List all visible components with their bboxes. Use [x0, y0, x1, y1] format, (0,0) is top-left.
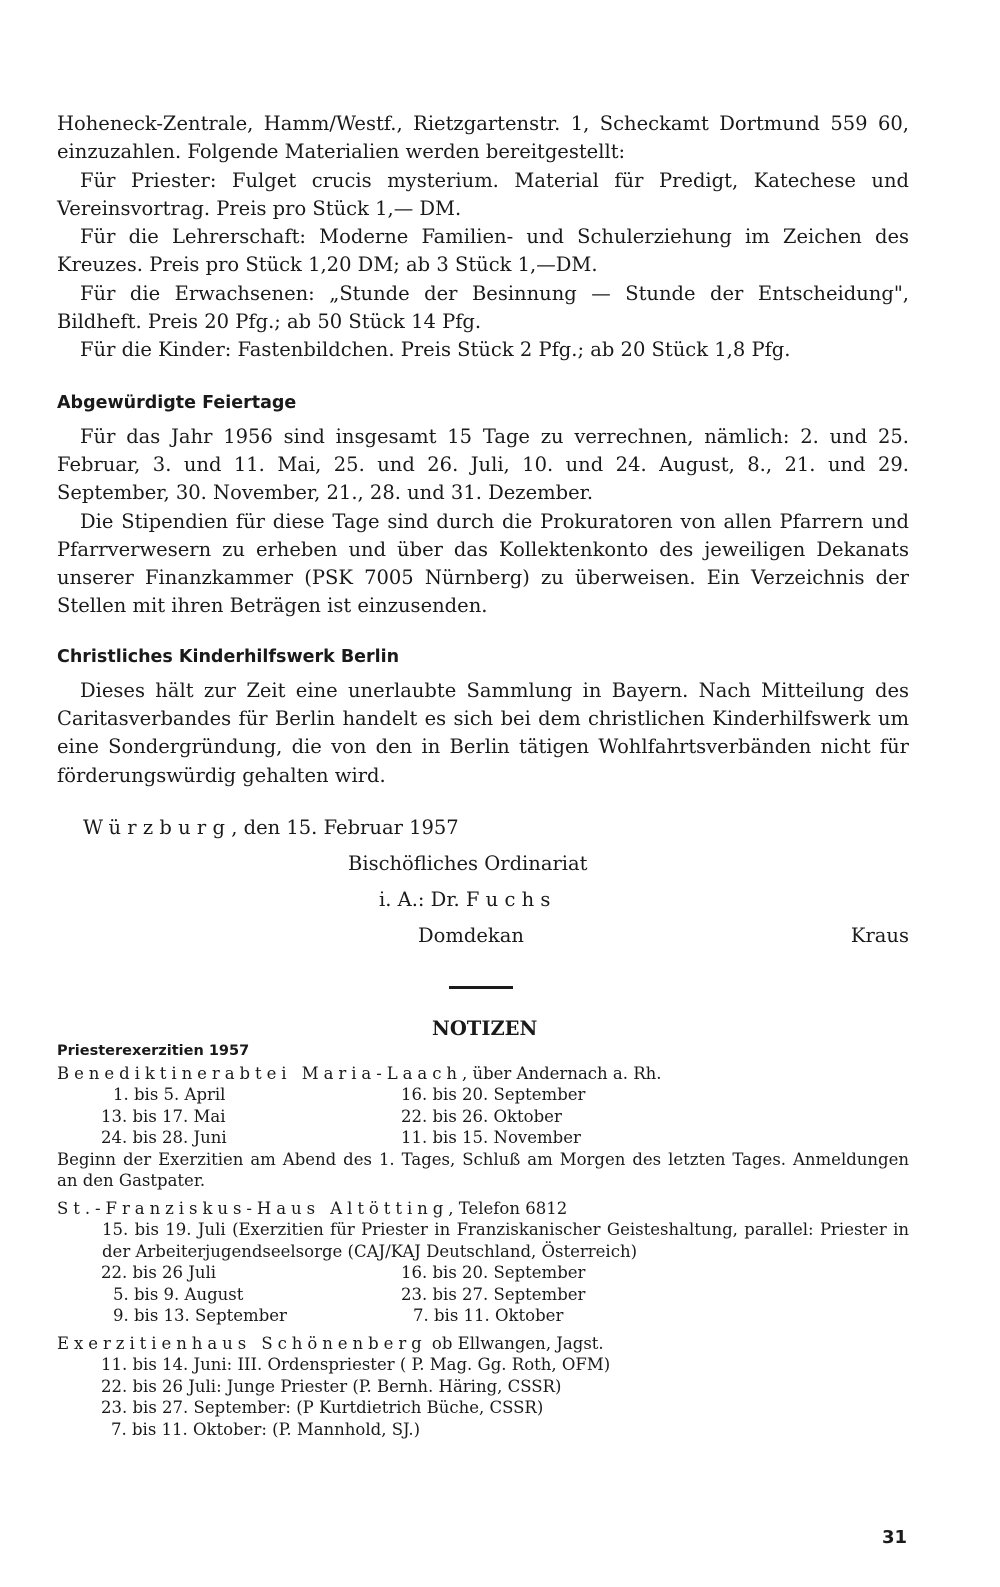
signature-title-line — [57, 920, 909, 952]
table-row — [97, 1106, 585, 1128]
intro-paragraph: Hoheneck-Zentrale, Hamm/Westf., Rietzgartenstr. 1, Scheckamt Dortmund 559 60, einzuzahlen. Folgende Materialien werden bereitgestellt: — [57, 112, 909, 164]
altoetting-block — [57, 1198, 909, 1327]
signature-office: Bischöfliches Ordinariat — [348, 851, 588, 875]
table-row — [97, 1127, 585, 1149]
list-item: 23. bis 27. September: (P Kurtdietrich Büche, CSSR) — [101, 1398, 544, 1418]
maria-laach-location: , über Andernach a. Rh. — [461, 1063, 662, 1083]
date-cell: 23. bis 27. September — [401, 1284, 586, 1304]
table-row — [97, 1305, 585, 1327]
list-item: 22. bis 26 Juli: Junge Priester (P. Bernh. Häring, CSSR) — [101, 1376, 562, 1396]
kinderhilfswerk-paragraph: Dieses hält zur Zeit eine unerlaubte Sammlung in Bayern. Nach Mitteilung des Caritasverbandes für Berlin handelt es sich bei dem christlichen Kinderhilfswerk um eine Sondergründung, die von den in Berlin tätigen Wohlfahrtsverbänden nicht für förderungswürdig gehalten wird. — [57, 678, 909, 787]
altoetting-first-entry: 15. bis 19. Juli (Exerzitien für Priester in Franziskanischer Geisteshaltung, parallel: Priester in der Arbeiterjugendseelsorge (CAJ/KAJ Deutschland, Österreich) — [102, 1220, 909, 1261]
signature-second-signer: Kraus — [850, 923, 909, 947]
intro-priester: Für Priester: Fulget crucis mysterium. Material für Predigt, Katechese und Vereinsvortrag. Preis pro Stück 1,— DM. — [57, 168, 909, 220]
signature-block — [57, 812, 909, 952]
schoenenberg-block — [57, 1333, 909, 1441]
schoenenberg-location: ob Ellwangen, Jagst. — [426, 1333, 604, 1353]
signature-date: , den 15. Februar 1957 — [231, 815, 459, 839]
altoetting-title — [57, 1198, 909, 1220]
date-cell: 9. bis 13. September — [113, 1306, 287, 1326]
signature-ia-name: Fuchs — [465, 887, 557, 911]
date-cell: 5. bis 9. August — [113, 1284, 244, 1304]
kinderhilfswerk-heading: Christliches Kinderhilfswerk Berlin — [57, 646, 400, 667]
date-cell: 1. bis 5. April — [113, 1085, 226, 1105]
list-item: 7. bis 11. Oktober: (P. Mannhold, SJ.) — [111, 1419, 421, 1439]
intro-lehrerschaft: Für die Lehrerschaft: Moderne Familien- und Schulerziehung im Zeichen des Kreuzes. Preis pro Stück 1,20 DM; ab 3 Stück 1,—DM. — [57, 225, 909, 277]
altoetting-dates — [97, 1262, 585, 1327]
date-cell: 11. bis 15. November — [401, 1128, 581, 1148]
page-content — [57, 110, 909, 1440]
altoetting-location: , Telefon 6812 — [448, 1198, 568, 1218]
schoenenberg-name: Exerzitienhaus Schönenberg — [57, 1333, 427, 1353]
table-row — [97, 1284, 585, 1306]
maria-laach-note: Beginn der Exerzitien am Abend des 1. Tages, Schluß am Morgen des letzten Tages. Anmeldungen an den Gastpater. — [57, 1149, 909, 1191]
page-number: 31 — [882, 1527, 908, 1548]
feiertage-paragraph-2: Die Stipendien für diese Tage sind durch die Prokuratoren von allen Pfarrern und Pfarrverwesern zu erheben und über das Kollektenkonto des jeweiligen Dekanats unserer Finanzkammer (PSK 7005 Nürnberg) zu überweisen. Ein Verzeichnis der Stellen mit ihren Beträgen ist einzusenden. — [57, 509, 909, 618]
date-cell: 13. bis 17. Mai — [101, 1106, 226, 1126]
feiertage-paragraph-1: Für das Jahr 1956 sind insgesamt 15 Tage zu verrechnen, nämlich: 2. und 25. Februar, 3. und 11. Mai, 25. und 26. Juli, 10. und 24. August, 8., 21. und 29. September, 30. November, 21., 28. und 31. Dezember. — [57, 424, 909, 505]
maria-laach-block — [57, 1063, 909, 1192]
notizen-subheading: Priesterexerzitien 1957 — [57, 1042, 250, 1059]
intro-kinder: Für die Kinder: Fastenbildchen. Preis Stück 2 Pfg.; ab 20 Stück 1,8 Pfg. — [80, 338, 791, 362]
feiertage-heading: Abgewürdigte Feiertage — [57, 392, 297, 413]
list-item: 11. bis 14. Juni: III. Ordenspriester ( P. Mag. Gg. Roth, OFM) — [101, 1355, 611, 1375]
date-cell: 16. bis 20. September — [401, 1085, 586, 1105]
section-divider — [449, 986, 513, 989]
table-row — [97, 1262, 585, 1284]
date-cell: 22. bis 26. Oktober — [401, 1106, 562, 1126]
date-cell: 7. bis 11. Oktober — [413, 1306, 564, 1326]
date-cell: 22. bis 26 Juli — [101, 1263, 217, 1283]
notizen-heading: NOTIZEN — [432, 1016, 538, 1040]
maria-laach-dates — [97, 1084, 585, 1149]
signature-ia-line — [57, 884, 909, 916]
maria-laach-name: Benediktinerabtei Maria-Laach — [57, 1063, 462, 1083]
date-cell: 16. bis 20. September — [401, 1263, 586, 1283]
signature-ia-prefix: i. A.: Dr. — [379, 887, 460, 911]
maria-laach-title — [57, 1063, 909, 1085]
table-row — [97, 1084, 585, 1106]
intro-erwachsene: Für die Erwachsenen: „Stunde der Besinnung — Stunde der Entscheidung", Bildheft. Preis 20 Pfg.; ab 50 Stück 14 Pfg. — [57, 281, 909, 334]
signature-date-line — [57, 812, 909, 844]
altoetting-name: St.-Franziskus-Haus Altötting — [57, 1198, 449, 1218]
signature-city: Würzburg — [83, 815, 232, 839]
signature-title: Domdekan — [418, 923, 524, 947]
schoenenberg-title — [57, 1333, 909, 1355]
date-cell: 24. bis 28. Juni — [101, 1128, 227, 1148]
